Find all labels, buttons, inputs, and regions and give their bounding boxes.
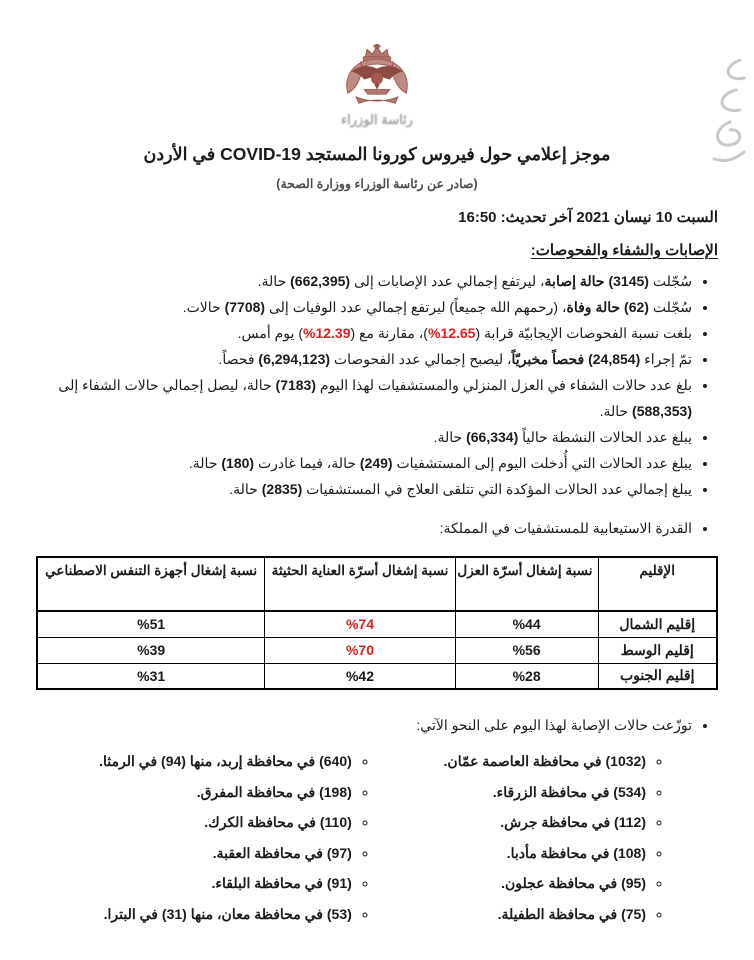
stat-text: ، ليصبح إجمالي عدد الفحوصات <box>330 351 512 367</box>
page-subtitle: (صادر عن رئاسة الوزراء ووزارة الصحة) <box>276 177 478 191</box>
governorate-item <box>36 777 352 808</box>
region-cell: إقليم الوسط <box>598 637 717 663</box>
governorate-list-right <box>368 746 662 929</box>
stat-text: )، مقارنة مع ( <box>350 325 428 341</box>
governorate-item <box>368 899 646 930</box>
governorate-text: (534) في محافظة الزرقاء. <box>492 783 646 800</box>
governorate-item <box>368 777 646 808</box>
stat-bullet <box>36 424 692 450</box>
stat-bullet <box>36 476 692 502</box>
stat-value: (249) <box>359 455 393 471</box>
stat-bullet <box>36 346 692 372</box>
stat-bullet <box>36 372 692 424</box>
isolation-occupancy-cell: %44 <box>455 611 598 637</box>
governorate-text: (640) في محافظة إربد، منها (94) في الرمثا. <box>99 753 352 769</box>
icu-occupancy-cell: %74 <box>265 611 455 637</box>
governorate-item <box>36 807 352 838</box>
stat-value: (7183) <box>275 377 317 393</box>
stat-value-red: 12.65% <box>427 325 476 341</box>
governorate-item <box>36 899 352 930</box>
ventilator-occupancy-cell: %39 <box>37 637 265 663</box>
stat-text: سُجّلت <box>648 273 692 289</box>
distribution-intro-list <box>36 712 718 738</box>
stat-text: ، ليرتفع إجمالي عدد الإصابات إلى <box>350 273 545 289</box>
governorate-item <box>36 838 352 869</box>
stat-text: ) يوم أمس. <box>237 325 303 341</box>
governorate-text: (97) في محافظة العقبة. <box>212 844 352 861</box>
stat-bullet <box>36 450 692 476</box>
region-cell: إقليم الجنوب <box>598 663 717 689</box>
stat-text: حالة. <box>599 403 633 419</box>
distribution-column-right <box>368 746 662 929</box>
stat-text: حالة. <box>188 455 222 471</box>
ventilator-occupancy-cell: %51 <box>37 611 265 637</box>
stat-text: ، (رحمهم الله جميعاً) ليرتفع إجمالي عدد الوفيات إلى <box>265 299 567 315</box>
governorate-item <box>368 868 646 899</box>
stat-value: (66,334) <box>466 429 519 445</box>
governorate-text: (1032) في محافظة العاصمة عمّان. <box>443 753 646 769</box>
page-title: موجز إعلامي حول فيروس كورونا المستجد COVID-19 في الأردن <box>143 144 611 164</box>
stat-bullet <box>36 268 692 294</box>
ventilator-occupancy-cell: %31 <box>37 663 265 689</box>
governorate-text: (110) في محافظة الكرك. <box>204 814 352 830</box>
stat-text: يبلغ عدد الحالات النشطة حالياً <box>518 429 692 445</box>
stat-text: حالات. <box>182 299 225 315</box>
table-row <box>37 637 717 663</box>
stat-value: (6,294,123) <box>258 351 331 367</box>
governorate-item <box>368 807 646 838</box>
header-region: الإقليم <box>598 557 717 611</box>
governorate-item <box>368 746 646 777</box>
stat-value: (588,353) <box>632 403 692 419</box>
governorate-text: (108) في محافظة مأدبا. <box>506 844 646 861</box>
capacity-intro-list <box>36 515 718 541</box>
distribution-intro-text: توزّعت حالات الإصابة لهذا اليوم على النحو الآتي: <box>416 717 692 733</box>
stats-bullet-list <box>36 268 718 502</box>
stat-value: (62) حالة وفاة <box>566 299 649 315</box>
header-isolation-beds: نسبة إشغال أسرّة العزل <box>455 557 598 611</box>
isolation-occupancy-cell: %28 <box>455 663 598 689</box>
header-icu-beds: نسبة إشغال أسرّة العناية الحثيثة <box>265 557 455 611</box>
stat-value: (24,854) فحصاً مخبريّاً <box>511 351 641 367</box>
stat-text: حالة. <box>229 481 262 497</box>
stat-value: (3145) حالة إصابة <box>544 273 649 289</box>
table-header-row <box>37 557 717 611</box>
stat-text: بلغت نسبة الفحوصات الإيجابيّة قرابة ( <box>475 325 692 341</box>
governorate-text: (75) في محافظة الطفيلة. <box>497 905 646 922</box>
governorate-item <box>36 868 352 899</box>
stat-text: حالة، فيما غادرت <box>254 455 360 471</box>
stat-text: سُجّلت <box>648 299 692 315</box>
stat-text: يبلغ عدد الحالات التي أُدخلت اليوم إلى المستشفيات <box>392 455 692 471</box>
stat-text: حالة، ليصل إجمالي حالات الشفاء إلى <box>58 377 276 393</box>
governorate-text: (95) في محافظة عجلون. <box>501 875 646 891</box>
stat-value: (2835) <box>261 481 303 497</box>
governorate-text: (53) في محافظة معان، منها (31) في البترا. <box>103 905 352 922</box>
corner-calligraphy-mark <box>700 52 750 170</box>
logo-caption: رئاسة الوزراء <box>341 112 413 127</box>
stat-text: حالة. <box>433 429 467 445</box>
stat-value-red: 12.39% <box>303 325 351 341</box>
distribution-column-left <box>36 746 368 929</box>
icu-occupancy-cell: %70 <box>265 637 455 663</box>
governorate-text: (112) في محافظة جرش. <box>500 814 646 830</box>
capacity-intro-bullet <box>36 515 692 541</box>
governorate-text: (198) في محافظة المفرق. <box>196 783 352 800</box>
table-row <box>37 663 717 689</box>
stat-text: حالة. <box>257 273 291 289</box>
stat-value: (180) <box>221 455 255 471</box>
table-row <box>37 611 717 637</box>
stat-value: (662,395) <box>290 273 351 289</box>
stat-value: (7708) <box>224 299 266 315</box>
capacity-intro-text: القدرة الاستيعابية للمستشفيات في المملكة: <box>439 520 692 536</box>
distribution-columns <box>36 738 718 929</box>
stat-bullet <box>36 294 692 320</box>
governorate-list-left <box>36 746 368 929</box>
governorate-text: (91) في محافظة البلقاء. <box>211 875 352 891</box>
region-cell: إقليم الشمال <box>598 611 717 637</box>
icu-occupancy-cell: %42 <box>265 663 455 689</box>
date-line: السبت 10 نيسان 2021 آخر تحديث: 16:50 <box>458 209 718 226</box>
stat-text: يبلغ إجمالي عدد الحالات المؤكدة التي تتلقى العلاج في المستشفيات <box>302 481 692 497</box>
governorate-item <box>36 746 352 777</box>
coat-of-arms-icon <box>331 44 423 106</box>
section-heading: الإصابات والشفاء والفحوصات: <box>530 242 718 259</box>
hospital-capacity-table <box>36 556 718 690</box>
isolation-occupancy-cell: %56 <box>455 637 598 663</box>
stat-text: فحصاً. <box>218 351 259 367</box>
stat-text: تمّ إجراء <box>640 351 692 367</box>
governorate-item <box>368 838 646 869</box>
header-ventilators: نسبة إشغال أجهزة التنفس الاصطناعي <box>37 557 265 611</box>
jordan-coat-of-arms-logo <box>36 0 718 128</box>
stat-text: بلغ عدد حالات الشفاء في العزل المنزلي والمستشفيات لهذا اليوم <box>316 377 692 393</box>
distribution-intro-bullet <box>36 712 692 738</box>
stat-bullet <box>36 320 692 346</box>
